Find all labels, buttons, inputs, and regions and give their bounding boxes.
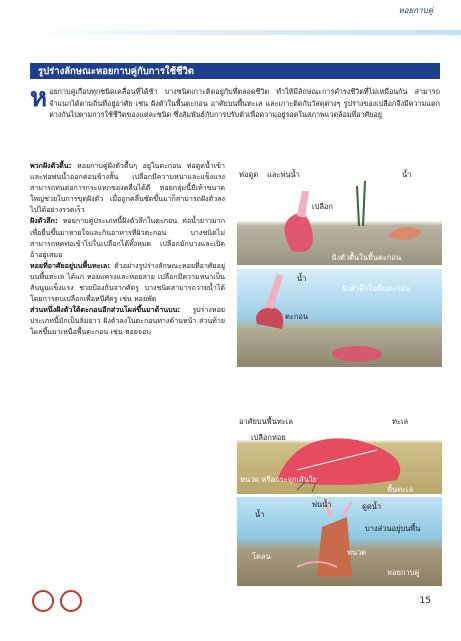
siphon [297,191,309,218]
label-shell: เปลือก [312,202,333,211]
seaweed-icon [357,181,365,226]
section-title: รูปร่างลักษณะหอยกาบคู่กับการใช้ชีวิต [38,66,194,77]
label-shallow-burrow: ฝังตัวตื้นในพื้นตะกอน [332,253,402,262]
label-epifaunal: อาศัยบนพื้นทะเล [239,417,293,426]
body-paragraph [30,304,225,337]
label-water: น้ำ [255,510,265,519]
label-water: น้ำ [297,274,307,283]
label-exhale: พ่นน้ำ [312,500,332,509]
label-partial-surface: บางส่วนอยู่บนพื้น [365,524,421,533]
body-column [30,160,225,338]
label-shell: เปลือกหอย [251,433,286,442]
paragraph-text: รูปร่างหอยประเภทนี้มักเป็นลิ่มยาว ฝังตัวลงในตะกอนทางด้านหน้า ส่วนท้ายโผล่ขึ้นมาเหนือพื้นตะกอน เช่น หอยจอบ [30,305,225,337]
deep-burrower-drawing [237,269,442,367]
label-siphon: ท่อดูด [239,170,259,179]
page-number: 15 [419,596,431,606]
long-siphon [265,274,283,309]
illustration-epifaunal [237,410,442,494]
paragraph-heading: ฝังตัวลึก: [30,216,58,226]
label-byssus: หนวด หรือกระจุกเส้นใย [240,475,317,484]
header-gradient-bar [30,30,461,35]
label-mud: โคลน [252,552,271,561]
label-sediment: ตะกอน [285,312,309,321]
paragraph-heading: หอยที่อาศัยอยู่บนพื้นทะเล: [30,260,111,270]
label-sea: ทะเล [392,417,409,426]
label-seafloor: พื้นทะเล [387,485,414,494]
illustration-deep-burrower [237,269,442,367]
label-water: น้ำ [402,170,412,179]
institution-logo-icon [32,590,54,612]
body-paragraph [30,260,225,304]
label-deep-burrow: ฝังตัวลึกในพื้นตะกอน [342,284,411,293]
body-paragraph [30,160,225,215]
illustration-shallow-burrower [237,166,442,265]
paragraph-heading: ส่วนหนึ่งฝังตัวใต้ตะกอนอีกส่วนโผล่ขึ้นมาด้านบน: [30,305,181,315]
page-header [0,0,461,26]
body-paragraph [30,215,225,259]
drop-cap: ห [30,83,48,113]
label-exhale: และพ่นน้ำ [267,170,300,179]
intro-text: อยกาบคู่เกือบทุกชนิดเคลื่อนที่ได้ช้า บางชนิดเกาะติดอยู่กับที่ตลอดชีวิต ทำให้มีลักษณะการดำรงชีวิตที่ไม่เหมือนกัน สามารถจำแนกได้ตามถิ่นที่อยู่อาศัย เช่น ฝังตัวในพื้นตะกอน อาศัยบนพื้นทะเล และเกาะติดกับวัสดุต่างๆ รูปร่างของเปลือกจึงมีความแตกต่างกันไปตามการใช้ชีวิตของแต่ละชนิด ซึ่งสัมพันธ์กับการปรับตัวเพื่อความอยู่รอดในสภาพแวดล้อมที่อาศัยอยู่ [49,87,440,119]
intro-paragraph [30,83,440,121]
clam-shell [256,307,283,329]
buried-clam [332,346,382,362]
label-bivalve: หอยกาบคู่ [387,568,420,577]
illustration-partial-burrower [237,497,442,586]
section-title-bar [30,63,440,79]
paragraph-text: หอยกาบคู่ฝังตัวตื้นๆ อยู่ในตะกอน ท่อดูดน้ำเข้าและท่อพ่นน้ำออกค่อนข้างสั้น เปลือกมีความหนาและแข็งแรง สามารถทนต่อการกระแทกของคลื่นได้ดี หอยกลุ่มนี้มีเท้าขนาดใหญ่ช่วยในการขุดฝังตัว เมื่อถูกคลื่นซัดขึ้นมาก็สามารถฝังตัวลงไปได้อย่างรวดเร็ว [30,161,225,215]
shell-on-sand [387,227,422,240]
paragraph-text: หอยกาบคู่ประเภทนี้ฝังตัวลึกในตะกอน ท่อน้ำยาวมากเพื่อยื่นขึ้นมาหายใจและกินอาหารที่ผิวตะกอน บางชนิดไม่สามารถหดท่อเข้าไปในเปลือกได้ทั้งหมด เปลือกมักบางและเปิดอ้าอยู่เสมอ [30,216,225,259]
paragraph-text: ตัวอย่างรูปร่างลักษณะหอยที่อาศัยอยู่บนพื้นทะเล ได้แก่ หอยแครงและหอยลาย เปลือกมีความหนาเป็นสันนูนแข็งแรง ช่วยป้องกันจากศัตรู บางชนิดสามารถว่ายน้ำได้โดยการตบเปลือกเพื่อหนีศัตรู เช่น หอยพัด [30,260,225,304]
label-tentacle: หนวด [347,548,367,557]
partner-logo-icon [60,590,82,612]
running-header: หอยกาบคู่ [398,6,433,15]
clam-shell [285,213,313,252]
paragraph-heading: พวกฝังตัวตื้น: [30,161,72,170]
label-inhale: ดูดน้ำ [362,502,382,511]
